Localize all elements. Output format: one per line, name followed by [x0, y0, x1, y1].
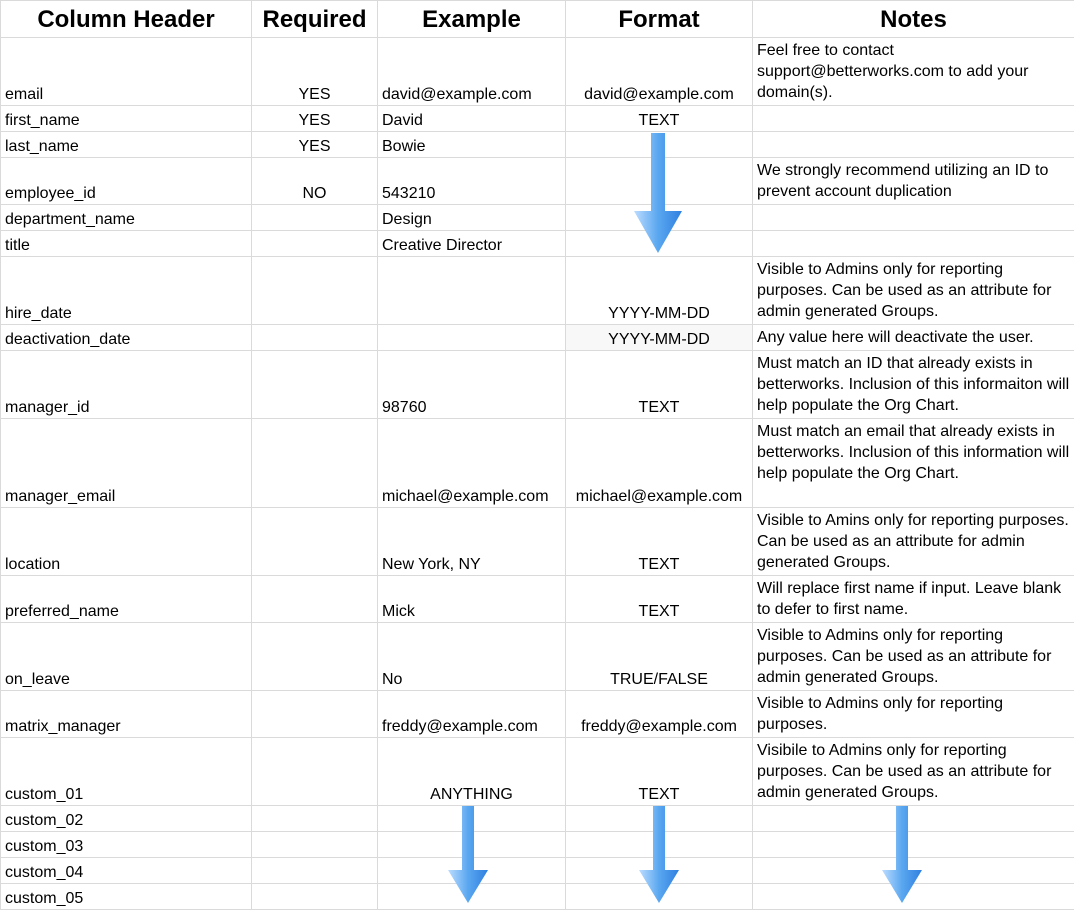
cell-required[interactable]	[252, 623, 378, 691]
cell-format[interactable]	[566, 884, 753, 910]
cell-required[interactable]	[252, 806, 378, 832]
table-row	[1, 132, 1074, 158]
cell-required[interactable]	[252, 231, 378, 257]
cell-format[interactable]: TEXT	[566, 508, 753, 576]
table-row	[1, 738, 1074, 806]
cell-notes[interactable]: Visible to Amins only for reporting purposes. Can be used as an attribute for admin generated Groups.	[753, 508, 1074, 576]
cell-column-header[interactable]: custom_04	[1, 858, 252, 884]
cell-format[interactable]: TRUE/FALSE	[566, 623, 753, 691]
cell-example[interactable]: No	[378, 623, 566, 691]
cell-format[interactable]: YYYY-MM-DD	[566, 325, 753, 351]
cell-format[interactable]	[566, 132, 753, 158]
table-row	[1, 508, 1074, 576]
cell-format[interactable]: michael@example.com	[566, 419, 753, 508]
cell-notes[interactable]: Visible to Admins only for reporting purposes.	[753, 691, 1074, 738]
cell-format[interactable]	[566, 205, 753, 231]
cell-format[interactable]: TEXT	[566, 106, 753, 132]
cell-format[interactable]	[566, 832, 753, 858]
cell-notes[interactable]	[753, 884, 1074, 910]
cell-example[interactable]: 543210	[378, 158, 566, 205]
cell-notes[interactable]: Any value here will deactivate the user.	[753, 325, 1074, 351]
cell-example[interactable]: david@example.com	[378, 38, 566, 106]
cell-required[interactable]	[252, 691, 378, 738]
cell-example[interactable]: New York, NY	[378, 508, 566, 576]
cell-example[interactable]: Bowie	[378, 132, 566, 158]
cell-notes[interactable]	[753, 858, 1074, 884]
cell-notes[interactable]	[753, 132, 1074, 158]
table-row	[1, 576, 1074, 623]
cell-example[interactable]	[378, 806, 566, 832]
table-row	[1, 231, 1074, 257]
cell-notes[interactable]	[753, 231, 1074, 257]
header-cell-example[interactable]: Example	[378, 1, 566, 38]
table-row	[1, 158, 1074, 205]
table-row	[1, 106, 1074, 132]
cell-column-header[interactable]: email	[1, 38, 252, 106]
cell-format[interactable]: TEXT	[566, 738, 753, 806]
cell-notes[interactable]: Will replace first name if input. Leave blank to defer to first name.	[753, 576, 1074, 623]
cell-notes[interactable]: Visibile to Admins only for reporting purposes. Can be used as an attribute for admin generated Groups.	[753, 738, 1074, 806]
cell-notes[interactable]	[753, 806, 1074, 832]
cell-required[interactable]	[252, 205, 378, 231]
cell-required[interactable]	[252, 832, 378, 858]
cell-required[interactable]: YES	[252, 106, 378, 132]
cell-required[interactable]	[252, 738, 378, 806]
cell-column-header[interactable]: last_name	[1, 132, 252, 158]
cell-notes[interactable]: Must match an ID that already exists in betterworks. Inclusion of this informaiton will help populate the Org Chart.	[753, 351, 1074, 419]
header-row	[1, 1, 1074, 38]
cell-required[interactable]	[252, 419, 378, 508]
cell-required[interactable]	[252, 325, 378, 351]
cell-column-header[interactable]: custom_02	[1, 806, 252, 832]
cell-notes[interactable]: Visible to Admins only for reporting purposes. Can be used as an attribute for admin generated Groups.	[753, 623, 1074, 691]
table-row	[1, 623, 1074, 691]
cell-column-header[interactable]: matrix_manager	[1, 691, 252, 738]
cell-example[interactable]: Mick	[378, 576, 566, 623]
cell-example[interactable]: Design	[378, 205, 566, 231]
cell-required[interactable]: YES	[252, 132, 378, 158]
cell-example[interactable]: Creative Director	[378, 231, 566, 257]
cell-format[interactable]: TEXT	[566, 351, 753, 419]
cell-example[interactable]: michael@example.com	[378, 419, 566, 508]
table-row	[1, 832, 1074, 858]
cell-notes[interactable]: Visible to Admins only for reporting purposes. Can be used as an attribute for admin generated Groups.	[753, 257, 1074, 325]
cell-required[interactable]	[252, 351, 378, 419]
cell-format[interactable]	[566, 858, 753, 884]
table-row	[1, 205, 1074, 231]
cell-example[interactable]: ANYTHING	[378, 738, 566, 806]
cell-required[interactable]: NO	[252, 158, 378, 205]
cell-format[interactable]: freddy@example.com	[566, 691, 753, 738]
cell-format[interactable]: YYYY-MM-DD	[566, 257, 753, 325]
table-row	[1, 419, 1074, 508]
cell-notes[interactable]: We strongly recommend utilizing an ID to prevent account duplication	[753, 158, 1074, 205]
cell-column-header[interactable]: location	[1, 508, 252, 576]
cell-column-header[interactable]: employee_id	[1, 158, 252, 205]
cell-required[interactable]	[252, 257, 378, 325]
header-cell-column[interactable]: Column Header	[1, 1, 252, 38]
cell-required[interactable]	[252, 858, 378, 884]
cell-example[interactable]	[378, 832, 566, 858]
table-row	[1, 858, 1074, 884]
cell-required[interactable]	[252, 576, 378, 623]
cell-column-header[interactable]: manager_email	[1, 419, 252, 508]
table-row	[1, 351, 1074, 419]
cell-example[interactable]	[378, 858, 566, 884]
table-row	[1, 257, 1074, 325]
cell-format[interactable]	[566, 806, 753, 832]
cell-notes[interactable]: Must match an email that already exists in betterworks. Inclusion of this information will help populate the Org Chart.	[753, 419, 1074, 508]
table-row	[1, 691, 1074, 738]
cell-example[interactable]: freddy@example.com	[378, 691, 566, 738]
cell-format[interactable]	[566, 158, 753, 205]
cell-example[interactable]	[378, 257, 566, 325]
header-cell-format[interactable]: Format	[566, 1, 753, 38]
table-row	[1, 325, 1074, 351]
table-row	[1, 884, 1074, 910]
table-row	[1, 38, 1074, 106]
cell-required[interactable]	[252, 508, 378, 576]
cell-column-header[interactable]: preferred_name	[1, 576, 252, 623]
cell-notes[interactable]	[753, 106, 1074, 132]
cell-required[interactable]: YES	[252, 38, 378, 106]
cell-example[interactable]	[378, 884, 566, 910]
cell-column-header[interactable]: on_leave	[1, 623, 252, 691]
cell-required[interactable]	[252, 884, 378, 910]
cell-column-header[interactable]: manager_id	[1, 351, 252, 419]
cell-column-header[interactable]: first_name	[1, 106, 252, 132]
cell-column-header[interactable]: custom_01	[1, 738, 252, 806]
cell-column-header[interactable]: custom_05	[1, 884, 252, 910]
cell-example[interactable]: David	[378, 106, 566, 132]
cell-column-header[interactable]: hire_date	[1, 257, 252, 325]
header-cell-required[interactable]: Required	[252, 1, 378, 38]
header-cell-notes[interactable]: Notes	[753, 1, 1074, 38]
cell-column-header[interactable]: deactivation_date	[1, 325, 252, 351]
cell-notes[interactable]: Feel free to contact support@betterworks.com to add your domain(s).	[753, 38, 1074, 106]
cell-format[interactable]: david@example.com	[566, 38, 753, 106]
cell-notes[interactable]	[753, 205, 1074, 231]
table-row	[1, 806, 1074, 832]
cell-column-header[interactable]: custom_03	[1, 832, 252, 858]
cell-example[interactable]	[378, 325, 566, 351]
cell-column-header[interactable]: title	[1, 231, 252, 257]
cell-format[interactable]: TEXT	[566, 576, 753, 623]
cell-format[interactable]	[566, 231, 753, 257]
cell-notes[interactable]	[753, 832, 1074, 858]
cell-column-header[interactable]: department_name	[1, 205, 252, 231]
cell-example[interactable]: 98760	[378, 351, 566, 419]
